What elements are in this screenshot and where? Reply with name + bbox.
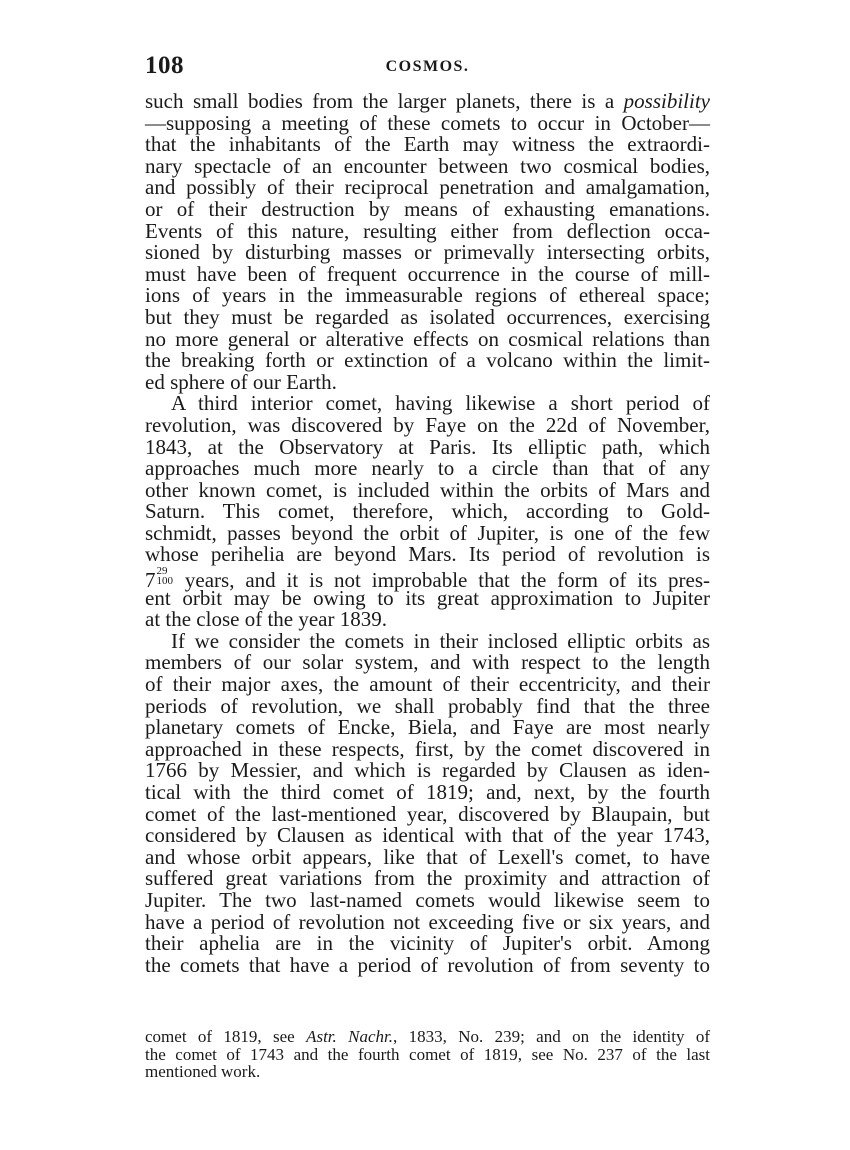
text-line: must have been of frequent occurrence in the course of mill- (145, 261, 710, 286)
page-header (145, 52, 710, 84)
footnote-line: mentioned work. (145, 1062, 261, 1081)
text-line: or of their destruction by means of exhausting emanations. (145, 196, 710, 221)
fraction (157, 566, 174, 586)
text-line: Jupiter. The two last-named comets would likewise seem to (145, 887, 710, 912)
text-line: 1766 by Messier, and which is regarded by Clausen as iden- (145, 758, 710, 783)
text-line (145, 565, 710, 593)
text-line: suffered great variations from the proximity and attraction of (145, 866, 710, 891)
text-line: ions of years in the immeasurable regions of ethereal space; (145, 283, 710, 308)
footnote (145, 1028, 710, 1081)
text-line: the comets that have a period of revolution of from seventy to (145, 952, 710, 977)
italic-word: possibility (623, 89, 710, 113)
text-line: whose perihelia are beyond Mars. Its period of revolution is (145, 542, 710, 567)
text-line: considered by Clausen as identical with that of the year 1743, (145, 823, 710, 848)
text-line: approached in these respects, first, by the comet discovered in (145, 736, 710, 761)
text-line: approaches much more nearly to a circle than that of any (145, 456, 710, 481)
fraction-numerator: 29 (156, 565, 168, 578)
text-line: and possibly of their reciprocal penetration and amalgamation, (145, 175, 710, 200)
footnote-line (145, 1028, 710, 1046)
footnote-line: the comet of 1743 and the fourth comet of 1819, see No. 237 of the last (145, 1044, 710, 1064)
text-run: , 1833, No. 239; and on the identity of (393, 1027, 711, 1046)
text-run: comet of 1819, see (145, 1027, 307, 1046)
running-head: COSMOS. (385, 58, 470, 75)
text-line: revolution, was discovered by Faye on the 22d of November, (145, 412, 710, 437)
text-line: of their major axes, the amount of their eccentricity, and their (145, 672, 710, 697)
text-line: Saturn. This comet, therefore, which, according to Gold- (145, 499, 710, 524)
paragraph-start-line: If we consider the comets in their inclosed elliptic orbits as (171, 628, 710, 653)
text-line (145, 91, 710, 113)
text-line: and whose orbit appears, like that of Lexell's comet, to have (145, 844, 710, 869)
italic-citation: Astr. Nachr. (306, 1027, 394, 1046)
text-line: have a period of revolution not exceeding five or six years, and (145, 909, 710, 934)
text-line: their aphelia are in the vicinity of Jupiter's orbit. Among (145, 931, 710, 956)
text-line: Events of this nature, resulting either from deflection occa- (145, 218, 710, 243)
text-line: the breaking forth or extinction of a volcano within the limit- (145, 348, 710, 373)
text-line: schmidt, passes beyond the orbit of Jupiter, is one of the few (145, 520, 710, 545)
text-line: comet of the last-mentioned year, discovered by Blaupain, but (145, 801, 710, 826)
text-run: years, and it is not improbable that the form of its pres- (184, 568, 710, 593)
body-text (145, 91, 710, 976)
text-line: planetary comets of Encke, Biela, and Faye are most nearly (145, 715, 710, 740)
text-line: ent orbit may be owing to its great approximation to Jupiter (145, 585, 710, 610)
page-number: 108 (145, 52, 184, 79)
text-line: tical with the third comet of 1819; and, next, by the fourth (145, 780, 710, 804)
text-line: at the close of the year 1839. (145, 607, 387, 632)
text-line: other known comet, is included within the orbits of Mars and (145, 477, 710, 502)
text-run: such small bodies from the larger planets, there is a (145, 89, 624, 113)
fraction-whole: 7 (145, 568, 156, 593)
text-line: —supposing a meeting of these comets to occur in October— (145, 110, 710, 135)
text-line: but they must be regarded as isolated occurrences, exercising (145, 304, 710, 329)
text-line: nary spectacle of an encounter between two cosmical bodies, (145, 153, 710, 178)
text-line: that the inhabitants of the Earth may witness the extraordi- (145, 132, 710, 157)
text-line: sioned by disturbing masses or primevally intersecting orbits, (145, 240, 710, 265)
text-line: members of our solar system, and with respect to the length (145, 650, 710, 675)
text-line: ed sphere of our Earth. (145, 369, 337, 394)
paragraph-start-line: A third interior comet, having likewise a short period of (171, 391, 710, 416)
text-line: periods of revolution, we shall probably find that the three (145, 693, 710, 718)
text-line: 1843, at the Observatory at Paris. Its elliptic path, which (145, 434, 710, 459)
text-line: no more general or alterative effects on cosmical relations than (145, 326, 710, 351)
fraction-denominator: 100 (156, 575, 173, 588)
